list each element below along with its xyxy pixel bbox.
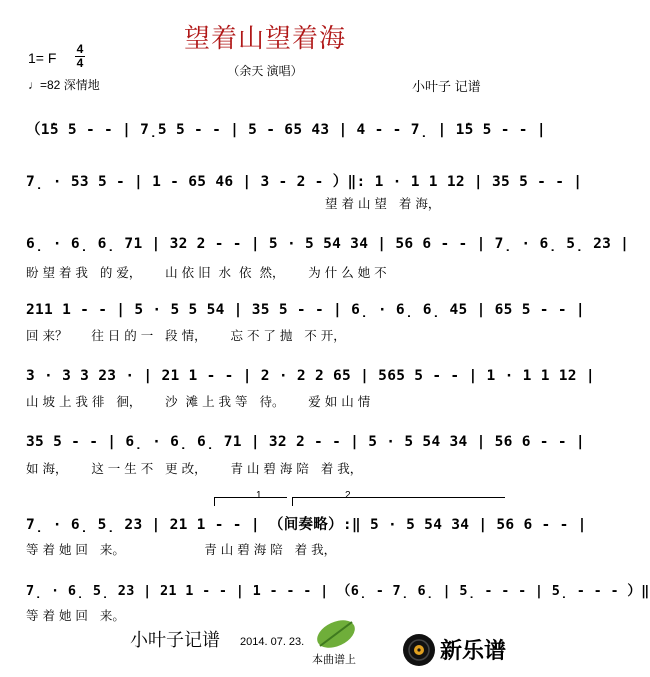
time-signature bbox=[75, 44, 85, 69]
lyric-line-8: 等 着 她 回 来。 bbox=[26, 608, 125, 623]
tempo-mark: ♩=82 bbox=[28, 78, 61, 92]
volta-bracket-2 bbox=[292, 497, 505, 506]
lyric-line-4: 回 来？ 往 日 的 一 段 情， 忘 不 了 抛 不 开， bbox=[26, 328, 346, 343]
signature: 小叶子记谱 bbox=[130, 630, 220, 651]
transcriber-credit: 小叶子 记谱 bbox=[412, 79, 481, 94]
song-title: 望着山望着海 bbox=[183, 24, 346, 54]
time-bottom: 4 bbox=[76, 56, 84, 70]
expression-mark: 深情地 bbox=[63, 78, 100, 92]
volta-bracket-1 bbox=[214, 497, 287, 506]
score-line-2: 7̣ · 53 5 - | 1 - 65 46 | 3 - 2 - ）‖: 1 · 1 1 12 | 35 5 - - | bbox=[26, 174, 583, 190]
lyric-line-2: 望 着 山 望 着 海， bbox=[325, 196, 441, 211]
tempo-line bbox=[28, 76, 100, 93]
score-line-6: 35 5 - - | 6̣ · 6̣ 6̣ 71 | 32 2 - - | 5 · 5 54 34 | 56 6 - - | bbox=[26, 434, 585, 450]
leaf-icon bbox=[310, 614, 360, 656]
score-line-4: 211 1 - - | 5 · 5 5 54 | 35 5 - - | 6̣ · 6̣ 6̣ 45 | 65 5 - - | bbox=[26, 302, 585, 318]
score-line-5: 3 · 3 3 23 · | 21 1 - - | 2 · 2 2 65 | 565 5 - - | 1 · 1 1 12 | bbox=[26, 368, 595, 384]
site-logo[interactable]: 新乐谱 bbox=[440, 639, 507, 664]
lyric-line-7: 等 着 她 回 来。 青 山 碧 海 陪 着 我， bbox=[26, 542, 337, 557]
lyric-line-6: 如 海， 这 一 生 不 更 改， 青 山 碧 海 陪 着 我， bbox=[26, 461, 363, 476]
score-line-8: 7̣ · 6̣ 5̣ 23 | 21 1 - - | 1 - - - | （6̣ - 7̣ 6̣ | 5̣ - - - | 5̣ - - - ）‖ bbox=[26, 583, 650, 599]
key-signature: 1= F bbox=[28, 50, 57, 66]
time-top: 4 bbox=[76, 42, 84, 56]
volta-label-2: 2 bbox=[345, 490, 351, 501]
score-line-7: 7̣ · 6̣ 5̣ 23 | 21 1 - - | （间奏略）:‖ 5 · 5 54 34 | 56 6 - - | bbox=[26, 517, 587, 533]
score-line-3: 6̣ · 6̣ 6̣ 71 | 32 2 - - | 5 · 5 54 34 | 56 6 - - | 7̣ · 6̣ 5̣ 23 | bbox=[26, 236, 630, 252]
record-icon bbox=[402, 633, 436, 667]
volta-label-1: 1 bbox=[256, 490, 262, 501]
score-line-1: （1̇5 5 - - | 7̣5 5 - - | 5 - 65 43 | 4 - - 7̣ | 1̇5 5 - - | bbox=[26, 122, 546, 138]
lyric-line-5: 山 坡 上 我 徘 徊， 沙 滩 上 我 等 待。 爱 如 山 情 bbox=[26, 394, 371, 409]
signature-date: 2014. 07. 23. bbox=[240, 636, 305, 648]
footnote: 本曲谱上 bbox=[312, 654, 356, 666]
lyric-line-3: 盼 望 着 我 的 爱， 山 依 旧 水 依 然， 为 什 么 她 不 bbox=[26, 265, 387, 280]
singer-credit: （余天 演唱） bbox=[227, 64, 303, 78]
